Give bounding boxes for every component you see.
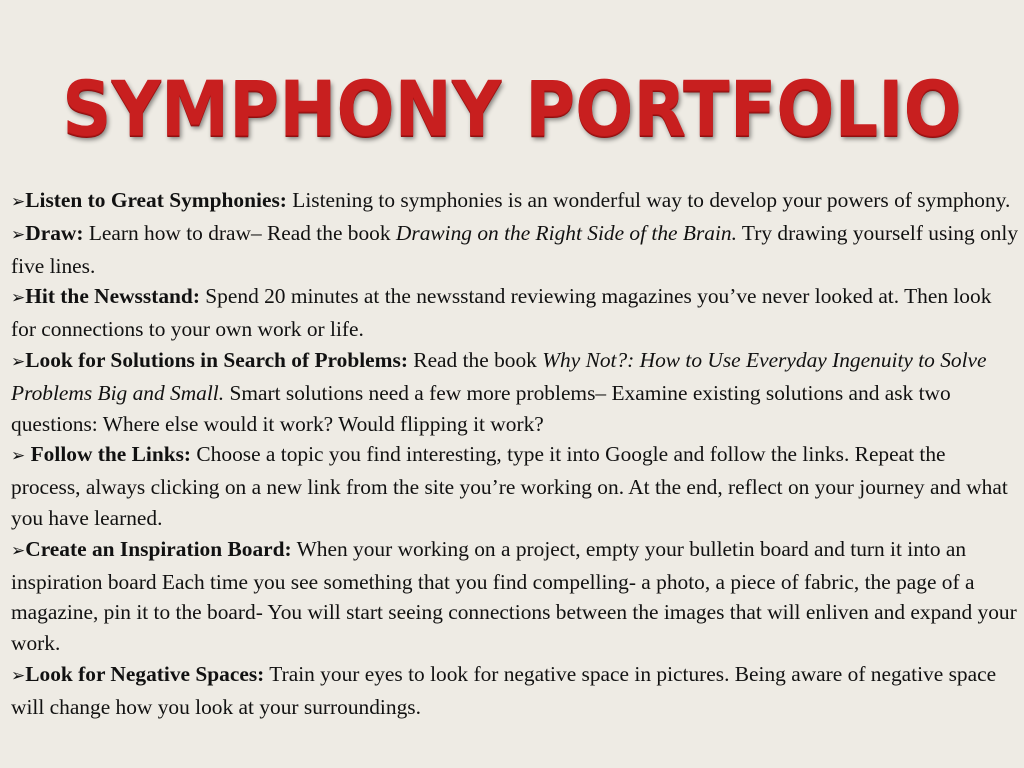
item-text: Read the book [407, 347, 543, 372]
list-item-links [11, 439, 1019, 533]
item-heading: Look for Negative Spaces: [25, 661, 265, 686]
arrow-bullet-icon: ➢ [11, 446, 26, 467]
item-heading: Create an Inspiration Board: [25, 536, 292, 561]
item-text: Spend 20 minutes at the newsstand reviewing magazines you’ve never looked at. Then look for connections to your own work or life. [11, 284, 992, 342]
arrow-bullet-icon: ➢ [11, 540, 26, 561]
list-item-solutions [11, 345, 1019, 439]
arrow-bullet-icon: ➢ [11, 288, 26, 309]
book-title: Drawing on the Right Side of the Brain. [395, 220, 737, 245]
item-text: Listening to symphonies is an wonderful way to develop your powers of symphony. [286, 188, 1011, 212]
arrow-bullet-icon: ➢ [11, 192, 26, 212]
item-text: Smart solutions need a few more problems– Examine existing solutions and ask two questions: Where else would it work? Would flipping it work? [11, 380, 951, 436]
arrow-bullet-icon: ➢ [11, 224, 26, 245]
list-item-draw [11, 218, 1019, 282]
list-item-listen [11, 185, 1019, 218]
item-text: Train your eyes to look for negative space in pictures. Being aware of negative space will change how you look at your surroundings. [11, 661, 997, 719]
list-item-inspiration-board [11, 534, 1019, 659]
item-heading: Follow the Links: [30, 442, 192, 467]
slide-title: SYMPHONY PORTFOLIO [62, 64, 962, 153]
slide-body [11, 185, 1019, 723]
arrow-bullet-icon: ➢ [11, 351, 26, 372]
arrow-bullet-icon: ➢ [11, 665, 26, 686]
item-heading: Listen to Great Symphonies: [25, 188, 287, 212]
book-title: Why Not?: How to Use Everyday Ingenuity to Solve Problems Big and Small. [11, 347, 987, 405]
item-heading: Hit the Newsstand: [25, 284, 200, 309]
list-item-newsstand [11, 281, 1019, 345]
item-text: Try drawing yourself using only five lines. [11, 220, 1019, 278]
item-text: When your working on a project, empty your bulletin board and turn it into an inspiration board Each time you see something that you find compelling- a photo, a piece of fabric, the page of a magazine, pin it to the board- You will start seeing connections between the images that will enliven and expand your work. [11, 536, 1017, 656]
item-text: Choose a topic you find interesting, type it into Google and follow the links. Repeat the process, always clicking on a new link from the site you’re working on. At the end, reflect on your journey and what you have learned. [11, 442, 1008, 530]
item-heading: Draw: [25, 220, 84, 245]
list-item-negative-spaces [11, 659, 1019, 723]
item-text: Learn how to draw– Read the book [83, 220, 396, 245]
item-heading: Look for Solutions in Search of Problems: [25, 347, 408, 372]
